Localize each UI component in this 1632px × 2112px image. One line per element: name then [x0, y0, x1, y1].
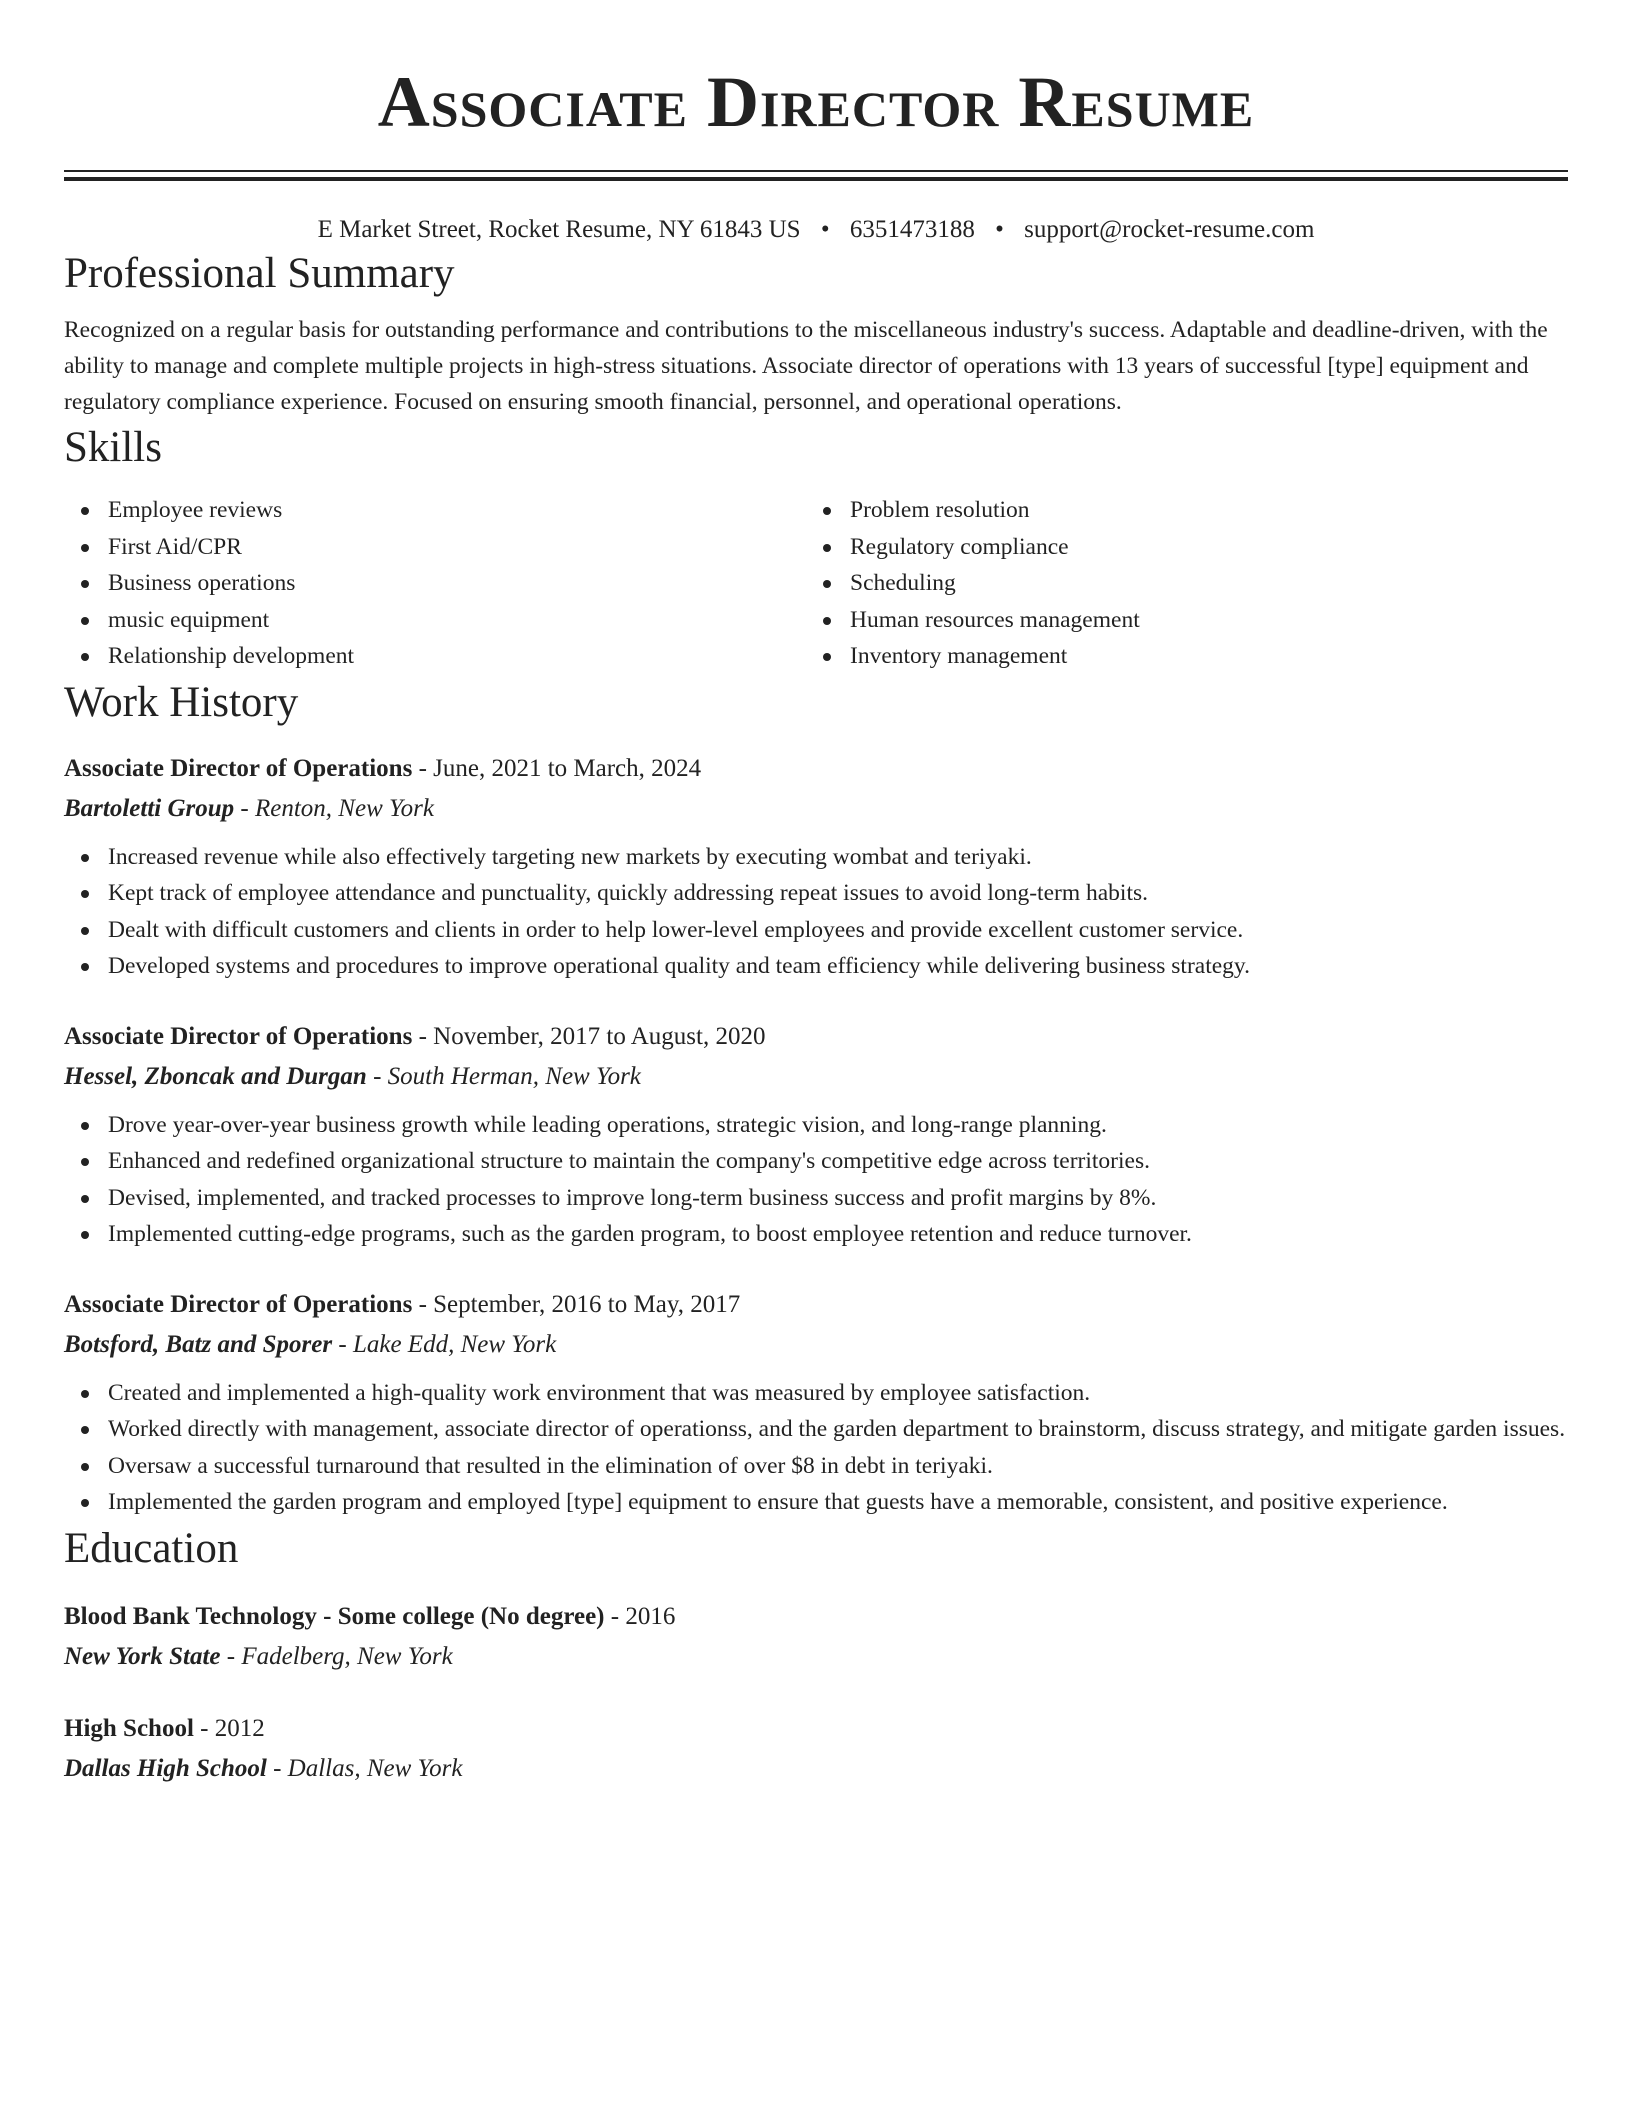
job-company-line — [64, 1057, 1568, 1097]
job-title-line — [64, 1017, 1568, 1057]
education-location: - Fadelberg, New York — [220, 1642, 453, 1670]
job-bullet: Enhanced and redefined organizational structure to maintain the company's competitive edge across territories. — [64, 1143, 1568, 1180]
skill-item: Scheduling — [806, 565, 1548, 602]
summary-text: Recognized on a regular basis for outstanding performance and contributions to the miscellaneous industry's success. Adaptable and deadline-driven, with the ability to manage and complete multiple projects in high-stress situations. Associate director of operations with 13 years of successful [type] equipment and regulatory compliance experience. Focused on ensuring smooth financial, personnel, and operational operations. — [64, 317, 1548, 415]
skill-item: Regulatory compliance — [806, 529, 1548, 566]
summary-heading: Professional Summary — [64, 250, 455, 297]
education-degree-line — [64, 1709, 1568, 1749]
job-bullet: Oversaw a successful turnaround that resulted in the elimination of over $8 in debt in teriyaki. — [64, 1448, 1568, 1485]
resume-title: Associate Director Resume — [377, 62, 1255, 142]
education-location: - Dallas, New York — [266, 1754, 463, 1782]
skills-column-left — [64, 492, 806, 675]
contact-phone: 6351473188 — [849, 216, 975, 243]
job-location: - Renton, New York — [234, 794, 434, 822]
education-school: New York State — [64, 1642, 221, 1670]
job-bullet: Developed systems and procedures to improve operational quality and team efficiency while delivering business strategy. — [64, 948, 1568, 985]
contact-address: E Market Street, Rocket Resume, NY 61843 US — [317, 216, 801, 243]
education-degree-line — [64, 1597, 1568, 1637]
job-title: Associate Director of Operations — [64, 1290, 413, 1318]
education-year: - 2016 — [604, 1602, 676, 1630]
job-bullet: Worked directly with management, associate director of operationss, and the garden department to brainstorm, discuss strategy, and mitigate garden issues. — [64, 1411, 1568, 1448]
job-title-line — [64, 749, 1568, 789]
job-entry — [64, 749, 1568, 985]
education-entry — [64, 1709, 1568, 1789]
job-location: - Lake Edd, New York — [332, 1330, 557, 1358]
education-year: - 2012 — [193, 1714, 265, 1742]
education-school: Dallas High School — [64, 1754, 267, 1782]
skill-item: Human resources management — [806, 602, 1548, 639]
contact-separator: • — [820, 216, 830, 243]
contact-separator: • — [995, 216, 1004, 243]
job-dates: - September, 2016 to May, 2017 — [412, 1290, 741, 1318]
education-heading: Education — [64, 1524, 239, 1572]
job-bullets — [64, 1107, 1568, 1253]
education-degree: High School — [64, 1714, 194, 1742]
job-title: Associate Director of Operations — [64, 1022, 413, 1050]
job-entry — [64, 1017, 1568, 1253]
job-location: - South Herman, New York — [366, 1062, 641, 1090]
contact-email: support@rocket-resume.com — [1024, 216, 1315, 243]
skill-item: First Aid/CPR — [64, 529, 806, 566]
job-bullet: Implemented the garden program and employed [type] equipment to ensure that guests have a memorable, consistent, and positive experience. — [64, 1484, 1568, 1521]
job-dates: - November, 2017 to August, 2020 — [412, 1022, 766, 1050]
job-title: Associate Director of Operations — [64, 754, 413, 782]
skill-item: Inventory management — [806, 638, 1548, 675]
job-company: Hessel, Zboncak and Durgan — [64, 1062, 367, 1090]
job-bullet: Devised, implemented, and tracked processes to improve long-term business success and profit margins by 8%. — [64, 1180, 1568, 1217]
job-bullet: Implemented cutting-edge programs, such as the garden program, to boost employee retention and reduce turnover. — [64, 1216, 1568, 1253]
job-entry — [64, 1285, 1568, 1521]
education-school-line — [64, 1637, 1568, 1677]
job-dates: - June, 2021 to March, 2024 — [412, 754, 702, 782]
education-entry — [64, 1597, 1568, 1677]
job-company: Bartoletti Group — [64, 794, 235, 822]
job-company-line — [64, 789, 1568, 829]
skills-heading: Skills — [64, 424, 162, 471]
work-history-heading: Work History — [64, 678, 299, 726]
education-school-line — [64, 1749, 1568, 1789]
job-bullets — [64, 1375, 1568, 1521]
skills-column-right — [806, 492, 1548, 675]
title-divider — [64, 170, 1568, 181]
job-title-line — [64, 1285, 1568, 1325]
job-bullet: Drove year-over-year business growth while leading operations, strategic vision, and long-range planning. — [64, 1107, 1568, 1144]
job-bullet: Dealt with difficult customers and clients in order to help lower-level employees and provide excellent customer service. — [64, 912, 1568, 949]
skill-item: Business operations — [64, 565, 806, 602]
skill-item: Relationship development — [64, 638, 806, 675]
skill-item: Problem resolution — [806, 492, 1548, 529]
job-bullets — [64, 839, 1568, 985]
contact-info — [64, 214, 1568, 246]
job-company-line — [64, 1325, 1568, 1365]
job-company: Botsford, Batz and Sporer — [64, 1330, 333, 1358]
skill-item: music equipment — [64, 602, 806, 639]
skill-item: Employee reviews — [64, 492, 806, 529]
job-bullet: Created and implemented a high-quality work environment that was measured by employee satisfaction. — [64, 1375, 1568, 1412]
skills-list — [64, 492, 1568, 675]
job-bullet: Kept track of employee attendance and punctuality, quickly addressing repeat issues to avoid long-term habits. — [64, 875, 1568, 912]
job-bullet: Increased revenue while also effectively targeting new markets by executing wombat and teriyaki. — [64, 839, 1568, 876]
education-degree: Blood Bank Technology - Some college (No degree) — [64, 1602, 605, 1630]
